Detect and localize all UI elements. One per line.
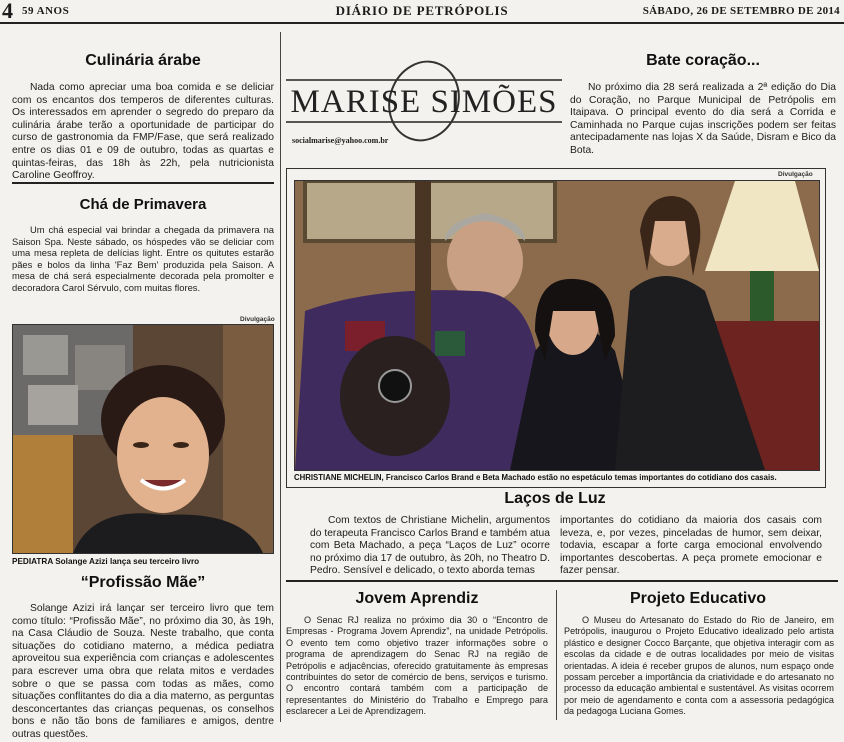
profissao-text: Solange Azizi irá lançar ser terceiro livro que tem como título: “Profissão Mãe”, no próximo dia 30, às 19h, na Casa Cláudio de Souza. Neste trabalho, que conta situações do cotidiano materno, a médica pediatra aproveitou sua experiência com crianças e adolescentes para escrever uma obra que relata mitos e verdades sobre o que se passa com todas as mães, como situações conflitantes do dia a dia materno, as perguntas desconcertantes das crianças pequenas, os conselhos bons e não tão bons de familiares e amigos, dentre outras questões.	[12, 603, 274, 740]
culinaria-text: Nada como apreciar uma boa comida e se deliciar com os encantos dos temperos de diferentes culturas. Os interessados em aprender o segredo do preparo da culinária árabe terão a oportunidade de participar do curso de gastronomia da FMP/Fase, que será realizado entre os dias 01 e 09 de outubro, todas as quartas e quintas-feiras, das 18h às 22h, pela nutricionista Caroline Geoffroy.	[12, 82, 274, 182]
jovem-text: O Senac RJ realiza no próximo dia 30 o “Encontro de Empresas - Programa Jovem Aprendiz”, na unidade Petrópolis. O evento tem como objetivo trazer informações sobre o programa de aprendizagem do Senac RJ na região de Petrópolis e adjacências, oferecido gratuitamente às empresas contribuintes do setor de comércio de bens, serviços e turismo. O encontro contará também com a participação de representantes do Ministério do Trabalho e Emprego para esclarecer a Lei de Aprendizagem.	[286, 615, 548, 717]
projeto-headline: Projeto Educativo	[629, 590, 767, 607]
culinaria-article	[12, 82, 274, 183]
profissao-headline: “Profissão Mãe”	[80, 574, 206, 591]
bate-headline: Bate coração...	[646, 52, 760, 69]
newspaper-title: DIÁRIO DE PETRÓPOLIS	[335, 3, 509, 18]
photo-credit-main: Divulgação	[778, 171, 813, 178]
bate-article	[570, 82, 836, 158]
section-divider	[286, 580, 838, 582]
column-divider	[556, 590, 557, 720]
lacos-photo	[294, 180, 820, 471]
column-email: socialmarise@yahoo.com.br	[292, 136, 389, 145]
projeto-text: O Museu do Artesanato do Estado do Rio de Janeiro, em Petrópolis, inaugurou o Projeto Educativo idealizado pelo artista plástico e designer Cocco Barçante, que objetiva interagir com as escolas da cidade e de outras localidades por meio de visitas orientadas. A ideia é receber grupos de alunos, num espaço onde possam perceber a importância da criatividade e do artesanato no processo da educação ambiental e sustentável. As visitas ocorrem por meio de agendamento e conta com a assessoria pedagógica da pedagoga Luciana Gomes.	[564, 615, 834, 717]
logo-text: MARISE SIMÕES	[290, 84, 558, 120]
column-logo	[286, 56, 562, 152]
lacos-text-right: importantes do cotidiano da maioria dos casais com leveza, e, por vezes, pinceladas de humor, sem deixar, todavia, escapar a forte carga emocional envolvendo importantes descobertas. A peça promete emocionar e fazer pensar.	[560, 515, 822, 577]
bate-text: No próximo dia 28 será realizada a 2ª edição do Dia do Coração, no Parque Municipal de Petrópolis em Itaipava. O principal evento do dia será a Corrida e Caminhada no Parque cujas inscrições podem ser feitas antecipadamente nas lojas X da Saúde, Disram e Bico da Bota.	[570, 82, 836, 156]
jovem-headline: Jovem Aprendiz	[355, 590, 479, 607]
cha-headline: Chá de Primavera	[79, 196, 207, 213]
group-image	[295, 181, 819, 470]
section-divider	[12, 182, 274, 184]
lacos-article-left	[310, 515, 550, 578]
cha-text: Um chá especial vai brindar a chegada da primavera na Saison Spa. Neste sábado, os hóspedes vão se deliciar com uma mesa repleta de delícias light. Entre os quitutes estarão pães e bolos da linha 'Faz Bem' produzida pela Saison. A mesa de chá será especialmente decorada pela promolter e decoradora Carol Sérvulo, com muitas flores.	[12, 224, 274, 293]
pediatra-caption: PEDIATRA Solange Azizi lança seu terceiro livro	[12, 557, 200, 566]
lacos-headline: Laços de Luz	[504, 490, 606, 507]
main-photo-caption: CHRISTIANE MICHELIN, Francisco Carlos Brand e Beta Machado estão no espetáculo temas importantes do cotidiano dos casais.	[294, 473, 777, 482]
column-divider	[280, 32, 281, 722]
lacos-text-left: Com textos de Christiane Michelin, argumentos do terapeuta Francisco Carlos Brand e também atua com Beta Machado, a peça “Laços de Luz” ocorre no próximo dia 17 de outubro, às 20h, no Theatro D. Pedro. Sensível e delicado, o texto aborda temas	[310, 515, 550, 577]
page-header	[0, 0, 844, 24]
jovem-article	[286, 615, 548, 718]
pediatra-photo	[12, 324, 274, 554]
photo-credit-left: Divulgação	[240, 316, 275, 323]
projeto-article	[564, 615, 834, 718]
cha-article	[12, 224, 274, 294]
edition-date: SÁBADO, 26 DE SETEMBRO DE 2014	[642, 5, 840, 17]
portrait-image	[13, 325, 273, 553]
culinaria-headline: Culinária árabe	[85, 52, 201, 69]
anniversary-label: 59 ANOS	[22, 5, 70, 17]
lacos-article-right	[560, 515, 822, 578]
profissao-article	[12, 603, 274, 742]
page-number: 4	[2, 0, 13, 23]
